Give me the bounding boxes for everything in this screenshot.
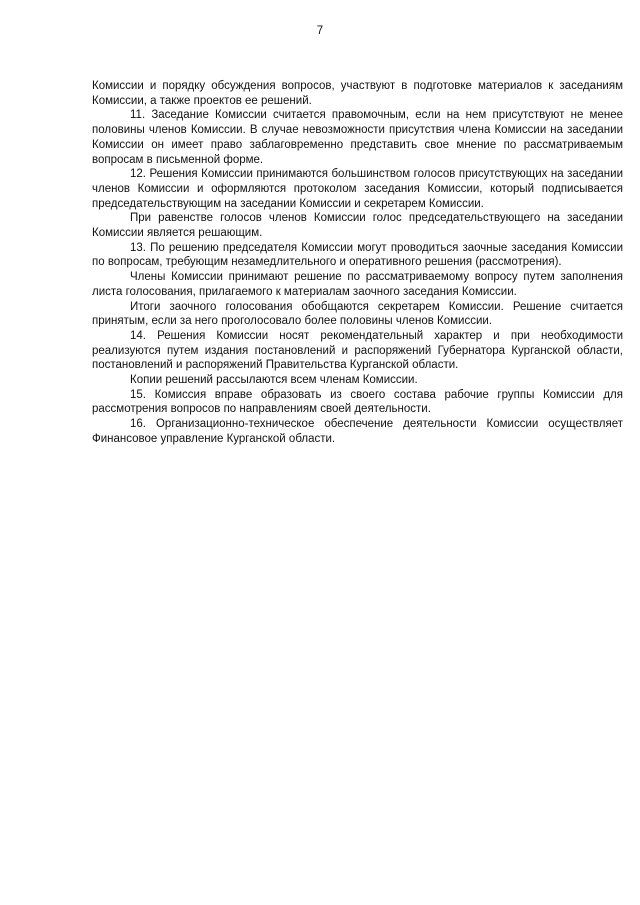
paragraph: Копии решений рассылаются всем членам Комиссии.	[130, 374, 418, 387]
paragraph: 15. Комиссия вправе образовать из своего состава рабочие группы Комиссии для рассмотрения вопросов по направлениям своей деятельности.	[92, 388, 623, 416]
page-number: 7	[316, 25, 324, 37]
paragraph: Итоги заочного голосования обобщаются секретарем Комиссии. Решение считается принятым, если за него проголосовало более половины членов Комиссии.	[92, 300, 623, 328]
paragraph: 12. Решения Комиссии принимаются большинством голосов присутствующих на заседании членов Комиссии и оформляются протоколом заседания Комиссии, который подписывается председательствующим на заседании Комиссии и секретарем Комиссии.	[92, 168, 623, 210]
paragraph: 14. Решения Комиссии носят рекомендательный характер и при необходимости реализуются путем издания постановлений и распоряжений Губернатора Курганской области, постановлений и распоряжений Правительства Курганской области.	[92, 329, 623, 372]
paragraph: 13. По решению председателя Комиссии могут проводиться заочные заседания Комиссии по вопросам, требующим незамедлительного и оперативного решения (рассмотрения).	[92, 241, 623, 269]
paragraph: Комиссии и порядку обсуждения вопросов, участвуют в подготовке материалов к заседаниям Комиссии, а также проектов ее решений.	[92, 80, 623, 107]
paragraph: 11. Заседание Комиссии считается правомочным, если на нем присутствуют не менее половины членов Комиссии. В случае невозможности присутствия члена Комиссии на заседании Комиссии он имеет право заблаговременно представить свое мнение по рассматриваемым вопросам в письменной форме.	[92, 109, 623, 166]
paragraph: Члены Комиссии принимают решение по рассматриваемому вопросу путем заполнения листа голосования, прилагаемого к материалам заочного заседания Комиссии.	[92, 271, 623, 298]
document-body	[92, 79, 623, 447]
paragraph: При равенстве голосов членов Комиссии голос председательствующего на заседании Комиссии является решающим.	[92, 212, 623, 240]
paragraph: 16. Организационно-техническое обеспечение деятельности Комиссии осуществляет Финансовое управление Курганской области.	[92, 418, 623, 445]
